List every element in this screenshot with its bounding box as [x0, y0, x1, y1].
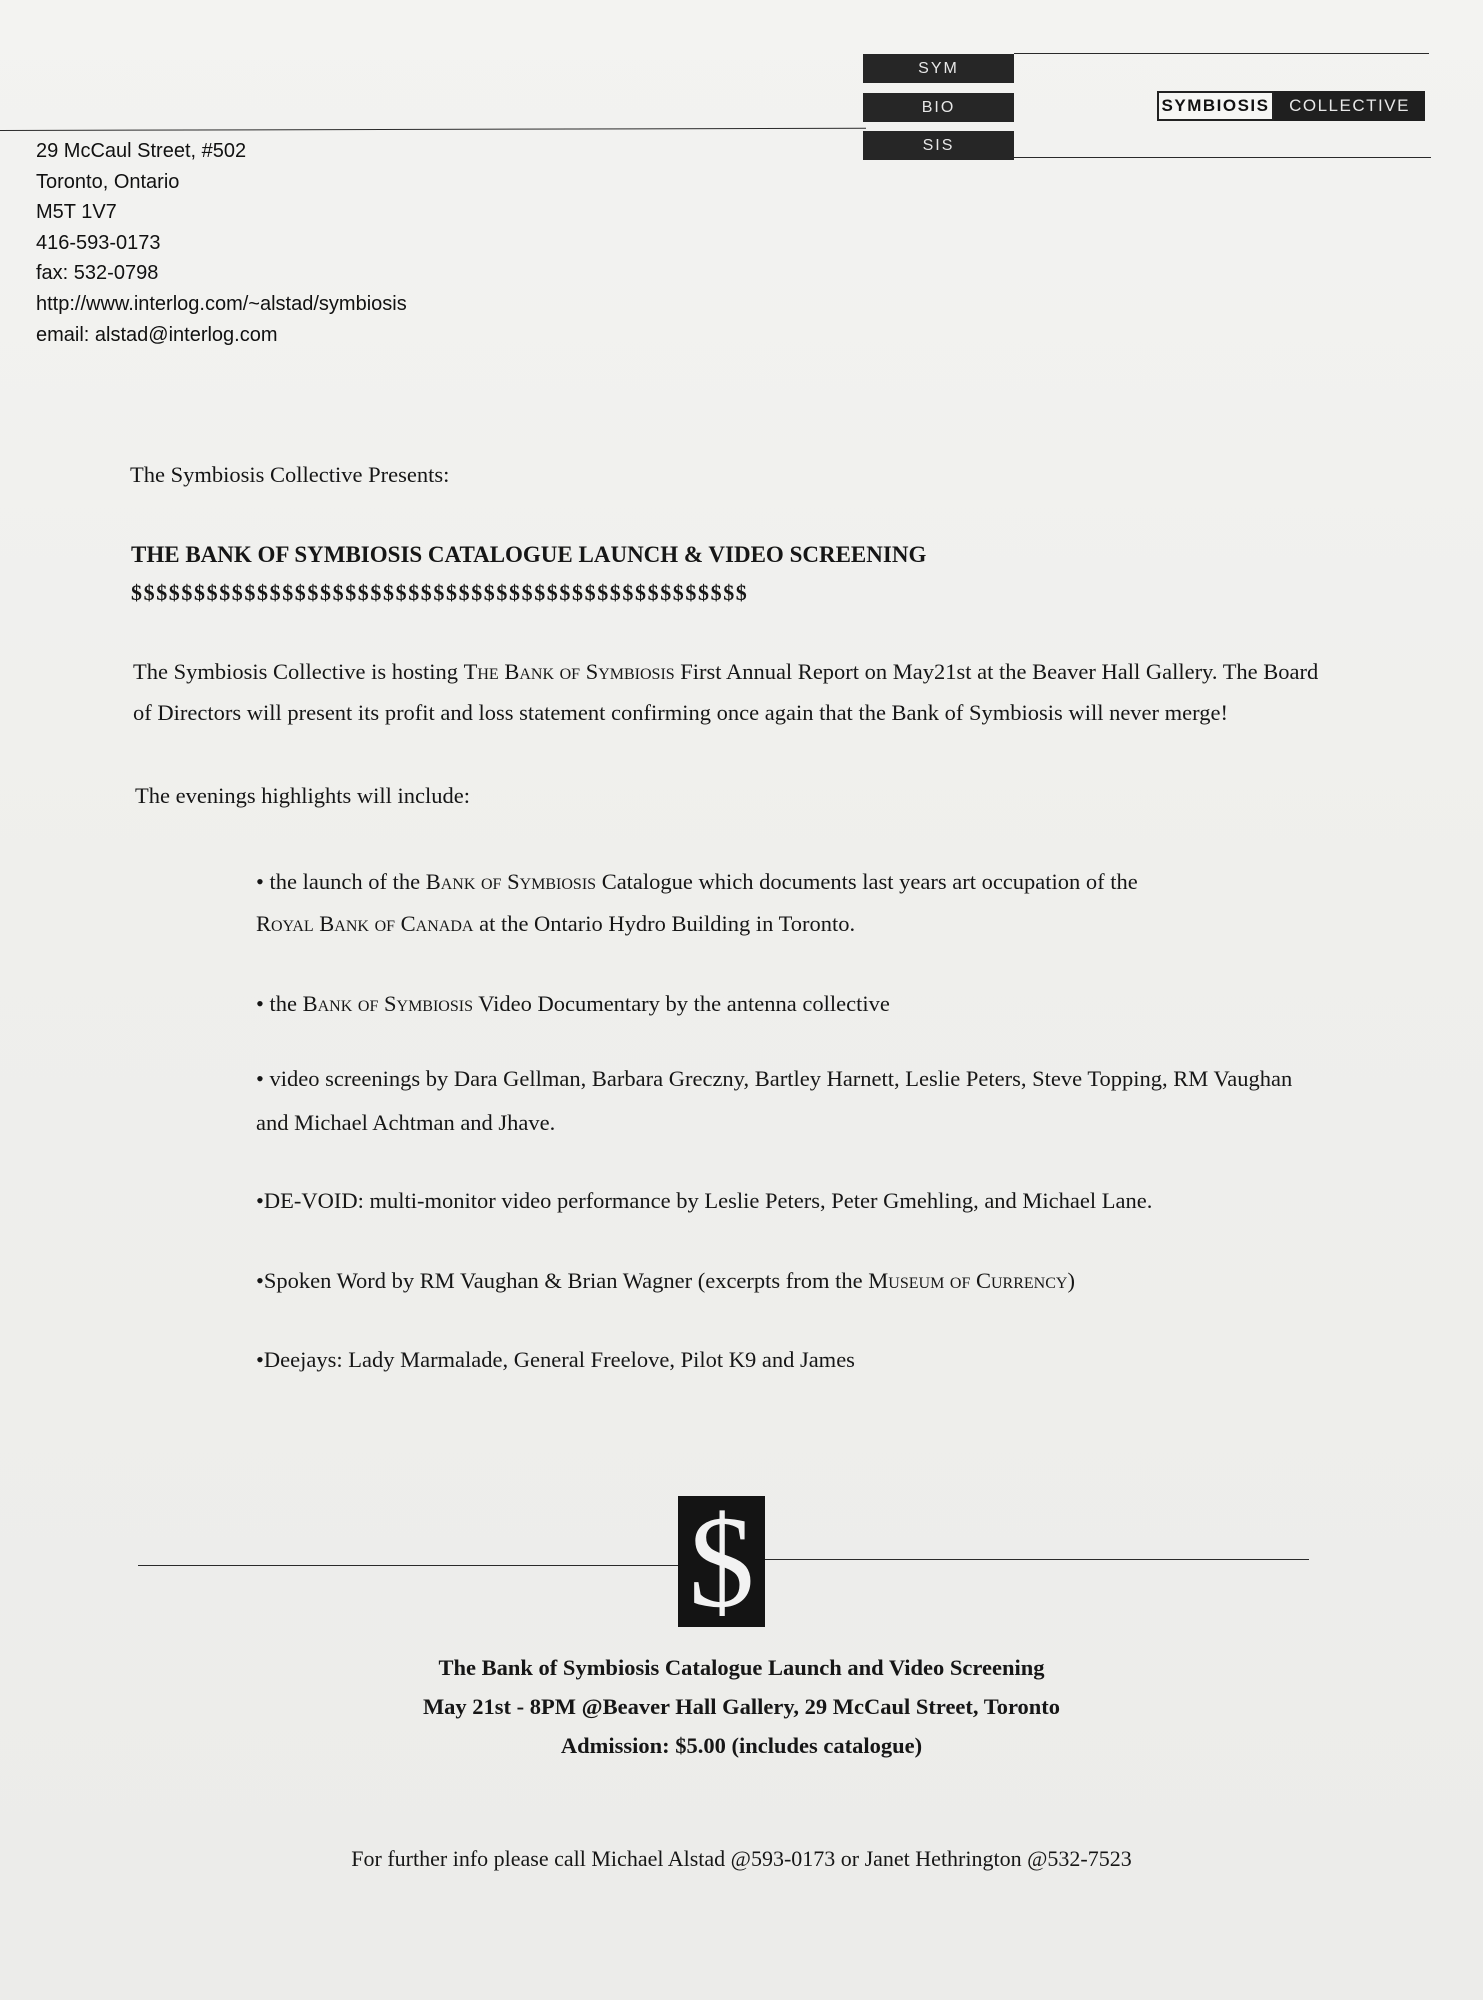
footer-rule-left	[138, 1565, 678, 1566]
highlight-catalogue-line-1	[256, 862, 1138, 902]
intro-text-b: First Annual Report on May21st at the Beaver Hall Gallery. The Board	[674, 659, 1319, 684]
logo-sis-block: SIS	[863, 131, 1014, 160]
address-street: 29 McCaul Street, #502	[36, 140, 247, 162]
highlight-text: at the Ontario Hydro Building in Toronto.	[473, 911, 856, 936]
wordmark-symbiosis: SYMBIOSIS	[1157, 91, 1274, 121]
footer-rule-right	[765, 1559, 1309, 1560]
highlight-text: Catalogue which documents last years art occupation of the	[596, 869, 1138, 894]
highlight-documentary	[256, 984, 890, 1024]
intro-line-1	[133, 652, 1318, 692]
highlight-text: )	[1067, 1268, 1075, 1293]
event-date-venue: May 21st - 8PM @Beaver Hall Gallery, 29 McCaul Street, Toronto	[422, 1694, 1061, 1719]
highlight-bank-name: Bank of Symbiosis	[302, 991, 473, 1016]
event-title: The Bank of Symbiosis Catalogue Launch and Video Screening	[438, 1655, 1045, 1680]
intro-line-2: of Directors will present its profit and loss statement confirming once again that the Bank of Symbiosis will never merge!	[133, 700, 1228, 725]
address-city: Toronto, Ontario	[36, 170, 180, 193]
highlights-intro: The evenings highlights will include:	[135, 783, 470, 808]
highlight-text: Video Documentary by the antenna collective	[472, 991, 890, 1016]
highlight-text: •Spoken Word by RM Vaughan & Brian Wagner (excerpts from the	[256, 1268, 869, 1293]
highlight-text: • the launch of the	[256, 869, 426, 894]
contact-info: For further info please call Michael Alstad @593-0173 or Janet Hethrington @532-7523	[351, 1846, 1132, 1871]
highlight-text: • the	[256, 991, 303, 1016]
letterhead-rule-bottom-right	[1014, 157, 1431, 158]
dollar-sign-rule: $$$$$$$$$$$$$$$$$$$$$$$$$$$$$$$$$$$$$$$$$$$$$$$$$	[131, 580, 749, 605]
address-email: email: alstad@interlog.com	[36, 323, 278, 346]
dollar-logo: $	[678, 1496, 765, 1627]
highlight-screenings-line-2: and Michael Achtman and Jhave.	[256, 1110, 556, 1135]
address-postal-code: M5T 1V7	[36, 201, 117, 224]
highlight-museum-name: Museum of Currency	[868, 1268, 1068, 1293]
highlight-royal-bank: Royal Bank of Canada	[256, 911, 474, 936]
highlight-deejays: •Deejays: Lady Marmalade, General Freelove, Pilot K9 and James	[256, 1347, 855, 1372]
highlight-catalogue-line-2	[256, 904, 855, 944]
headline: THE BANK OF SYMBIOSIS CATALOGUE LAUNCH & VIDEO SCREENING	[131, 542, 927, 567]
highlight-bank-name: Bank of Symbiosis	[425, 869, 597, 894]
letterhead-rule-left	[0, 128, 866, 131]
event-summary	[0, 1648, 1483, 1765]
logo-sym-block: SYM	[863, 54, 1014, 83]
intro-text-a: The Symbiosis Collective is hosting	[133, 659, 464, 684]
highlight-devoid: •DE-VOID: multi-monitor video performance by Leslie Peters, Peter Gmehling, and Michael Lane.	[256, 1188, 1153, 1213]
presents-line: The Symbiosis Collective Presents:	[130, 462, 450, 487]
letterhead-rule-top-right	[1014, 53, 1429, 54]
logo-bio-block: BIO	[863, 93, 1014, 122]
wordmark-collective: COLLECTIVE	[1274, 91, 1425, 121]
address-fax: fax: 532-0798	[36, 262, 159, 285]
address-website: http://www.interlog.com/~alstad/symbiosis	[36, 292, 407, 315]
address-phone: 416-593-0173	[36, 231, 161, 254]
highlight-screenings-line-1: • video screenings by Dara Gellman, Barbara Greczny, Bartley Harnett, Leslie Peters, Steve Topping, RM Vaughan	[256, 1066, 1293, 1091]
address-block	[36, 136, 407, 350]
intro-bank-name: The Bank of Symbiosis	[463, 659, 675, 684]
event-admission: Admission: $5.00 (includes catalogue)	[560, 1733, 923, 1758]
highlight-spoken-word	[256, 1261, 1075, 1301]
